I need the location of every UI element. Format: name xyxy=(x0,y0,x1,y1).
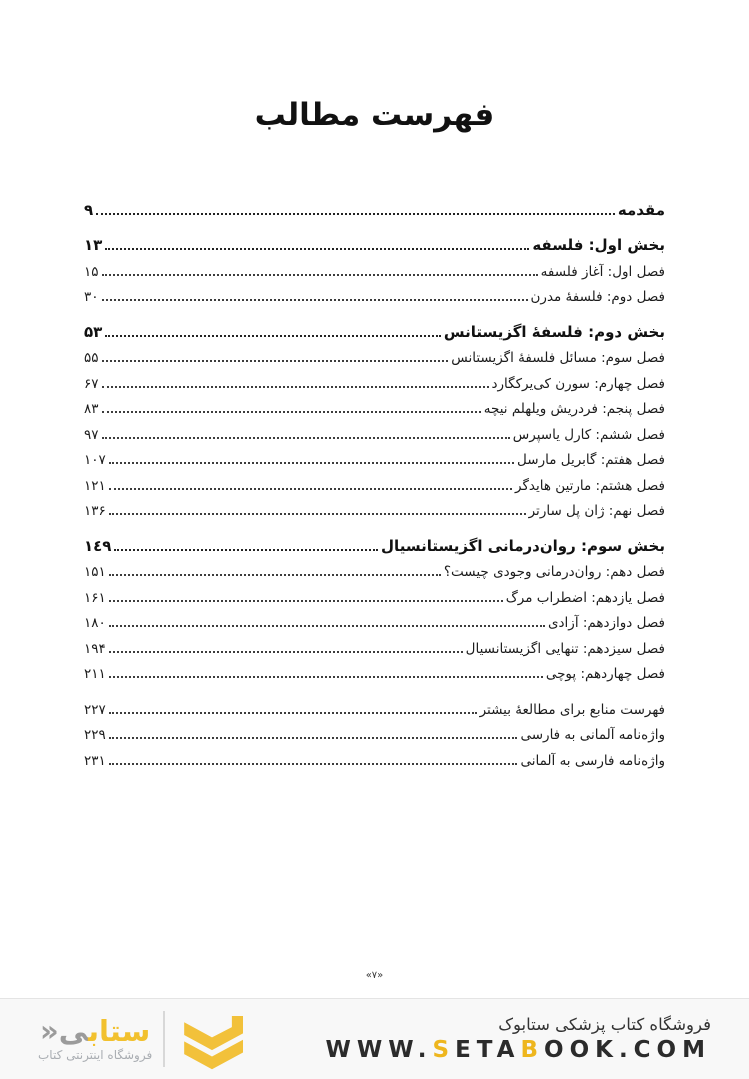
toc-entry-title: فصل سیزدهم: تنهایی اگزیستانسیال xyxy=(465,640,665,657)
dot-leader xyxy=(102,274,538,276)
toc-entry-title: فصل نهم: ژان پل سارتر xyxy=(528,503,665,519)
toc-chapter-row xyxy=(84,555,665,581)
toc-section-row xyxy=(84,193,665,219)
toc-entry-page-number: ۶۷ xyxy=(84,375,99,392)
footer-website-url xyxy=(326,1037,712,1063)
toc-entry-page-number: ۱۵۱ xyxy=(84,564,106,580)
toc-entry-title: فصل دهم: روان‌درمانی وجودی چیست؟ xyxy=(443,564,665,580)
toc-entry-page-number: ۱۹۴ xyxy=(84,640,106,657)
url-letter-group: OOK.COM xyxy=(544,1037,711,1063)
setabook-logo xyxy=(38,1008,248,1070)
toc-entry-title: فصل یازدهم: اضطراب مرگ xyxy=(505,589,665,606)
toc-entry-title: فصل پنجم: فردریش ویلهلم نیچه xyxy=(483,401,665,417)
dot-leader xyxy=(109,574,441,576)
url-gold-letter: S xyxy=(432,1037,456,1063)
toc-section-row xyxy=(84,315,665,341)
toc-chapter-row xyxy=(84,743,665,769)
toc-entry-title: بخش دوم: فلسفهٔ اگزیستانس xyxy=(443,322,665,341)
dot-leader xyxy=(114,549,378,551)
toc-entry-title: بخش سوم: روان‌درمانی اگزیستانسیال xyxy=(381,536,665,555)
wordmark-gold-part: ستاب xyxy=(88,1013,151,1048)
toc-entry-title: فصل اول: آغاز فلسفه xyxy=(540,263,665,280)
toc-entry-title: واژه‌نامه فارسی به آلمانی xyxy=(520,752,665,769)
toc-entry-title: فصل دوازدهم: آزادی xyxy=(547,615,665,631)
setabook-double-chevron-icon xyxy=(176,1008,248,1070)
toc-entry-page-number: ۱۶۱ xyxy=(84,589,106,606)
dot-leader xyxy=(109,676,543,678)
page-title: فهرست مطالب xyxy=(254,97,495,133)
toc-entry-page-number: ۲۳۱ xyxy=(84,752,106,769)
toc-chapter-row xyxy=(84,280,665,306)
footer-store-title: فروشگاه کتاب پزشکی ستابوک xyxy=(498,1015,711,1034)
url-letter-group: ETA xyxy=(455,1037,521,1063)
toc-entry-page-number: ۲۱۱ xyxy=(84,666,106,682)
toc-entry-title: واژه‌نامه آلمانی به فارسی xyxy=(520,727,665,743)
footer-store-block xyxy=(326,1015,712,1063)
toc-entry-title: مقدمه xyxy=(617,200,665,219)
dot-leader xyxy=(102,437,510,439)
toc-entry-title: فهرست منابع برای مطالعهٔ بیشتر xyxy=(479,701,665,718)
dot-leader xyxy=(105,335,441,337)
toc-entry-title: بخش اول: فلسفه xyxy=(532,236,665,254)
dot-leader xyxy=(109,712,477,714)
toc-chapter-row xyxy=(84,692,665,718)
dot-leader xyxy=(109,488,512,490)
dot-leader xyxy=(109,513,526,515)
toc-entry-page-number: ۲۲۹ xyxy=(84,727,106,743)
toc-entry-page-number: ۱٤۹ xyxy=(84,536,112,555)
toc-entry-title: فصل ششم: کارل یاسپرس xyxy=(512,426,665,443)
toc-entry-title: فصل چهارم: سورن کی‌یرکگارد xyxy=(491,375,665,392)
toc-chapter-row xyxy=(84,468,665,494)
toc-entry-page-number: ۸۳ xyxy=(84,401,99,417)
url-gold-letter: B xyxy=(520,1037,545,1063)
dot-leader xyxy=(109,763,518,765)
toc-entry-page-number: ۹ xyxy=(84,200,94,219)
toc-section-row xyxy=(84,529,665,555)
toc-section-row xyxy=(84,229,665,255)
toc-entry-page-number: ۵۵ xyxy=(84,350,99,366)
footer-bar xyxy=(0,998,749,1079)
toc-entry-page-number: ۹۷ xyxy=(84,426,99,443)
dot-leader xyxy=(96,213,615,215)
toc-chapter-row xyxy=(84,417,665,443)
toc-entry-page-number: ۱۵ xyxy=(84,263,99,280)
toc-chapter-row xyxy=(84,254,665,280)
dot-leader xyxy=(102,386,489,388)
toc-entry-page-number: ۱۰۷ xyxy=(84,452,106,468)
dot-leader xyxy=(102,360,449,362)
dot-leader xyxy=(102,411,481,413)
logo-caption: فروشگاه اینترنتی کتاب xyxy=(38,1048,153,1063)
dot-leader xyxy=(109,651,463,653)
toc-entry-page-number: ۱۳۶ xyxy=(84,503,106,519)
toc-chapter-row xyxy=(84,631,665,657)
logo-wordmark-block xyxy=(38,1013,153,1063)
wordmark-gray-part: ی« xyxy=(40,1013,89,1048)
toc-entry-title: فصل سوم: مسائل فلسفهٔ اگزیستانس xyxy=(451,350,665,366)
toc-entry-title: فصل هفتم: گابریل مارسل xyxy=(517,452,665,468)
toc-chapter-row xyxy=(84,494,665,520)
dot-leader xyxy=(109,600,503,602)
toc-chapter-row xyxy=(84,657,665,683)
toc-entry-title: فصل هشتم: مارتین هایدگر xyxy=(515,477,665,494)
toc-chapter-row xyxy=(84,443,665,469)
dot-leader xyxy=(109,625,545,627)
toc-list xyxy=(84,193,665,769)
dot-leader xyxy=(105,248,529,250)
toc-entry-page-number: ۲۲۷ xyxy=(84,701,106,718)
toc-chapter-row xyxy=(84,341,665,367)
dot-leader xyxy=(102,299,528,301)
dot-leader xyxy=(109,737,518,739)
toc-chapter-row xyxy=(84,366,665,392)
toc-entry-title: فصل چهاردهم: پوچی xyxy=(545,666,665,682)
toc-entry-page-number: ۱۳ xyxy=(84,236,103,254)
page-number-marker: «۷» xyxy=(365,970,384,981)
toc-entry-page-number: ۳۰ xyxy=(84,289,99,305)
url-letter-group: WWW. xyxy=(325,1037,433,1063)
dot-leader xyxy=(109,462,514,464)
toc-chapter-row xyxy=(84,580,665,606)
setabook-wordmark xyxy=(40,1013,151,1048)
toc-chapter-row xyxy=(84,392,665,418)
toc-entry-page-number: ۱۸۰ xyxy=(84,615,106,631)
toc-entry-page-number: ۱۲۱ xyxy=(84,477,106,494)
logo-divider xyxy=(163,1011,165,1067)
toc-entry-title: فصل دوم: فلسفهٔ مدرن xyxy=(530,289,665,305)
toc-chapter-row xyxy=(84,718,665,744)
toc-entry-page-number: ۵۳ xyxy=(84,322,103,341)
toc-chapter-row xyxy=(84,606,665,632)
